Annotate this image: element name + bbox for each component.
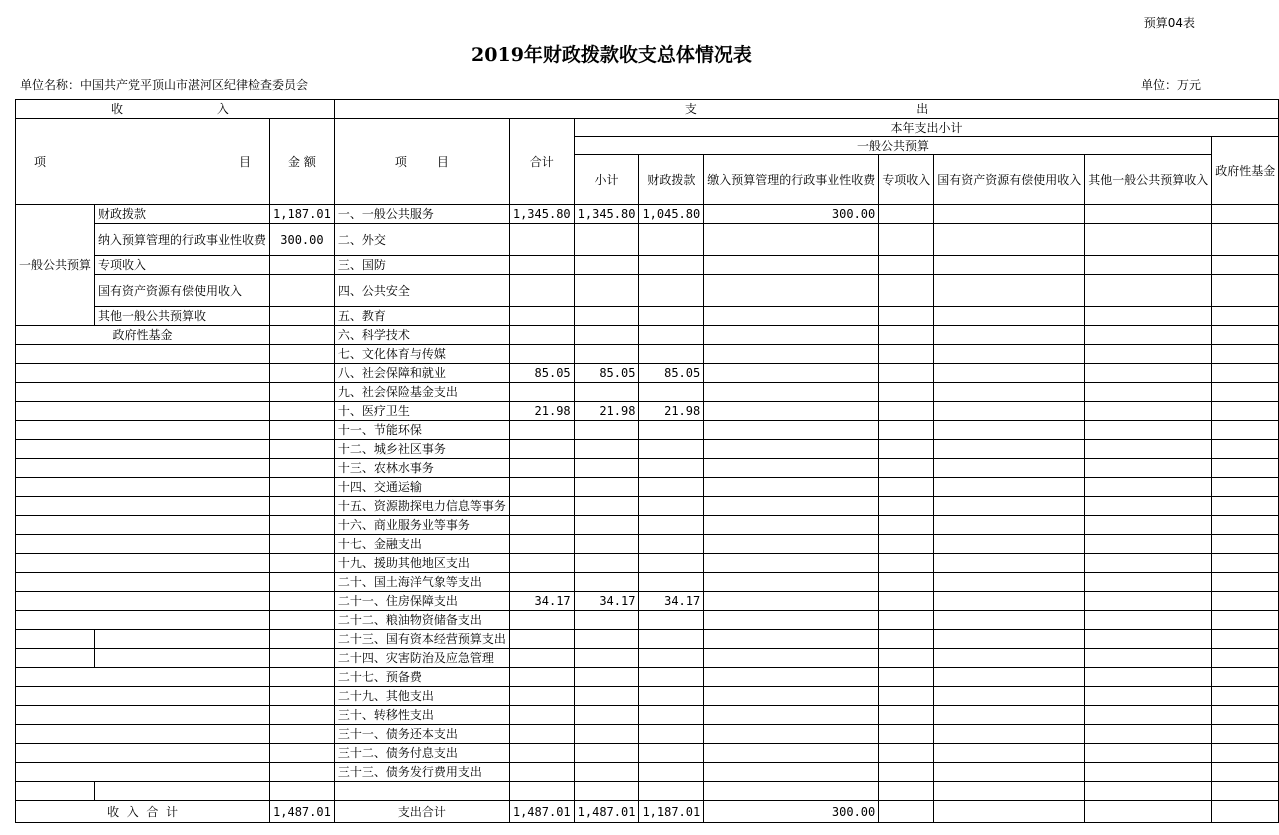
expense-total	[509, 459, 574, 478]
expense-item: 三十二、债务付息支出	[334, 744, 509, 763]
expense-item: 二十一、住房保障支出	[334, 592, 509, 611]
table-row	[16, 592, 1279, 611]
admin-fees-header: 缴入预算管理的行政事业性收费	[704, 155, 879, 205]
expense-fees	[704, 630, 879, 649]
expense-grand-total: 1,487.01	[509, 801, 574, 823]
expense-subtotal	[574, 497, 639, 516]
subtotal-header: 小计	[574, 155, 639, 205]
expense-fees	[704, 307, 879, 326]
table-row	[16, 687, 1279, 706]
expense-item	[334, 782, 509, 801]
income-amount	[270, 516, 335, 535]
income-amount	[270, 649, 335, 668]
special-income-header: 专项收入	[879, 155, 934, 205]
expense-total	[509, 307, 574, 326]
income-blank	[16, 402, 270, 421]
expense-fees	[704, 478, 879, 497]
gov-fund-header: 政府性基金	[1212, 137, 1279, 205]
expense-fiscal	[639, 763, 704, 782]
expense-item: 十六、商业服务业等事务	[334, 516, 509, 535]
form-number: 预算04表	[1143, 16, 1195, 30]
expense-fees	[704, 763, 879, 782]
expense-item: 十二、城乡社区事务	[334, 440, 509, 459]
expense-subtotal: 21.98	[574, 402, 639, 421]
income-amount	[270, 478, 335, 497]
expense-fiscal	[639, 611, 704, 630]
income-blank	[16, 687, 270, 706]
expense-total	[509, 573, 574, 592]
expense-subtotal	[574, 326, 639, 345]
expense-total	[509, 275, 574, 307]
income-item-header: 项 目	[16, 119, 270, 205]
expense-total	[509, 782, 574, 801]
expense-fiscal: 34.17	[639, 592, 704, 611]
general-budget-header: 一般公共预算	[574, 137, 1212, 155]
expense-total: 21.98	[509, 402, 574, 421]
expense-subtotal	[574, 763, 639, 782]
expense-item: 二十九、其他支出	[334, 687, 509, 706]
income-amount	[270, 256, 335, 275]
other-general-income-header: 其他一般公共预算收入	[1085, 155, 1212, 205]
expense-total	[509, 224, 574, 256]
expense-total	[509, 554, 574, 573]
table-row	[16, 440, 1279, 459]
table-row	[16, 402, 1279, 421]
expense-total	[509, 725, 574, 744]
expense-total	[509, 256, 574, 275]
income-amount	[270, 592, 335, 611]
expense-item: 九、社会保险基金支出	[334, 383, 509, 402]
expense-fees	[704, 725, 879, 744]
expense-total: 34.17	[509, 592, 574, 611]
income-blank	[16, 706, 270, 725]
table-row	[16, 224, 1279, 256]
expense-item: 五、教育	[334, 307, 509, 326]
expense-subtotal	[574, 535, 639, 554]
income-amount	[270, 275, 335, 307]
expense-fiscal	[639, 326, 704, 345]
table-row	[16, 345, 1279, 364]
expense-item: 二十三、国有资本经营预算支出	[334, 630, 509, 649]
expense-total	[509, 535, 574, 554]
expense-fees	[704, 516, 879, 535]
expense-fiscal	[639, 383, 704, 402]
income-blank	[16, 725, 270, 744]
page-title: 2019年财政拨款收支总体情况表	[471, 44, 752, 66]
income-amount	[270, 611, 335, 630]
expense-fees	[704, 497, 879, 516]
total-header: 合计	[509, 119, 574, 205]
expense-fees	[704, 275, 879, 307]
expense-fees	[704, 573, 879, 592]
income-blank	[16, 592, 270, 611]
income-amount	[270, 440, 335, 459]
expense-header: 支 出	[334, 100, 1278, 119]
income-blank	[16, 573, 270, 592]
income-item: 国有资产资源有偿使用收入	[95, 275, 270, 307]
expense-fiscal	[639, 421, 704, 440]
expense-item: 三十一、债务还本支出	[334, 725, 509, 744]
expense-subtotal	[574, 744, 639, 763]
income-amount	[270, 345, 335, 364]
expense-fees	[704, 668, 879, 687]
income-amount	[270, 763, 335, 782]
expense-subtotal	[574, 782, 639, 801]
income-item: 其他一般公共预算收	[95, 307, 270, 326]
income-amount	[270, 668, 335, 687]
income-header: 收 入	[16, 100, 335, 119]
expense-fiscal	[639, 687, 704, 706]
expense-fiscal: 1,045.80	[639, 205, 704, 224]
table-row	[16, 256, 1279, 275]
expense-subtotal	[574, 668, 639, 687]
expense-item: 七、文化体育与传媒	[334, 345, 509, 364]
income-blank	[16, 459, 270, 478]
expense-fees	[704, 364, 879, 383]
income-amount	[270, 706, 335, 725]
income-blank	[16, 345, 270, 364]
expense-subtotal	[574, 630, 639, 649]
expense-fees	[704, 383, 879, 402]
income-blank	[16, 383, 270, 402]
expense-subtotal: 34.17	[574, 592, 639, 611]
expense-item: 十七、金融支出	[334, 535, 509, 554]
expense-subtotal	[574, 440, 639, 459]
expense-fees	[704, 611, 879, 630]
expense-total	[509, 668, 574, 687]
income-total-label: 收 入 合 计	[16, 801, 270, 823]
income-amount	[270, 687, 335, 706]
table-row	[16, 744, 1279, 763]
income-amount	[270, 782, 335, 801]
expense-total	[509, 611, 574, 630]
income-amount	[270, 421, 335, 440]
expense-item: 十九、援助其他地区支出	[334, 554, 509, 573]
expense-subtotal	[574, 649, 639, 668]
income-blank	[16, 744, 270, 763]
income-amount	[270, 535, 335, 554]
income-group-label: 一般公共预算	[16, 205, 95, 326]
expense-fees	[704, 744, 879, 763]
income-gov-fund: 政府性基金	[16, 326, 270, 345]
income-blank	[16, 630, 95, 649]
expense-fiscal	[639, 573, 704, 592]
expense-subtotal	[574, 516, 639, 535]
expense-fees	[704, 535, 879, 554]
expense-fiscal	[639, 497, 704, 516]
expense-fiscal	[639, 345, 704, 364]
expense-fees	[704, 402, 879, 421]
expense-item: 六、科学技术	[334, 326, 509, 345]
expense-subtotal	[574, 554, 639, 573]
expense-fees	[704, 224, 879, 256]
expense-item: 十五、资源勘探电力信息等事务	[334, 497, 509, 516]
income-amount	[270, 630, 335, 649]
expense-subtotal	[574, 224, 639, 256]
expense-grand-fiscal: 1,187.01	[639, 801, 704, 823]
expense-total	[509, 326, 574, 345]
table-row	[16, 782, 1279, 801]
table-row	[16, 706, 1279, 725]
expense-fiscal	[639, 440, 704, 459]
expense-item: 八、社会保障和就业	[334, 364, 509, 383]
income-blank	[16, 763, 270, 782]
currency-unit: 单位：万元	[1140, 78, 1201, 92]
table-row	[16, 275, 1279, 307]
amount-header: 金 额	[270, 119, 335, 205]
expense-fiscal: 85.05	[639, 364, 704, 383]
unit-name: 单位名称：中国共产党平顶山市湛河区纪律检查委员会	[20, 78, 309, 92]
expense-total	[509, 744, 574, 763]
income-amount	[270, 383, 335, 402]
expense-subtotal: 1,345.80	[574, 205, 639, 224]
income-amount	[270, 307, 335, 326]
income-amount	[270, 744, 335, 763]
expense-fees	[704, 345, 879, 364]
expense-fees	[704, 256, 879, 275]
expense-item: 二十、国土海洋气象等支出	[334, 573, 509, 592]
expense-fiscal	[639, 224, 704, 256]
budget-table	[15, 99, 1279, 823]
expense-subtotal	[574, 459, 639, 478]
expense-fiscal	[639, 554, 704, 573]
expense-total	[509, 383, 574, 402]
expense-item: 十一、节能环保	[334, 421, 509, 440]
expense-total	[509, 478, 574, 497]
expense-subtotal	[574, 256, 639, 275]
expense-item: 二、外交	[334, 224, 509, 256]
income-amount	[270, 573, 335, 592]
expense-subtotal	[574, 478, 639, 497]
expense-subtotal	[574, 706, 639, 725]
expense-total	[509, 706, 574, 725]
income-amount: 1,187.01	[270, 205, 335, 224]
table-row	[16, 535, 1279, 554]
expense-fiscal	[639, 275, 704, 307]
income-blank	[16, 611, 270, 630]
expense-subtotal	[574, 345, 639, 364]
state-asset-income-header: 国有资产资源有偿使用收入	[934, 155, 1085, 205]
expense-total	[509, 440, 574, 459]
expense-fiscal	[639, 649, 704, 668]
expense-fiscal	[639, 459, 704, 478]
income-amount	[270, 497, 335, 516]
expense-fiscal	[639, 744, 704, 763]
income-blank	[95, 649, 270, 668]
expense-fees	[704, 326, 879, 345]
expense-fees: 300.00	[704, 205, 879, 224]
income-amount: 300.00	[270, 224, 335, 256]
table-row	[16, 307, 1279, 326]
income-item: 纳入预算管理的行政事业性收费	[95, 224, 270, 256]
expense-fiscal	[639, 782, 704, 801]
income-item: 财政拨款	[95, 205, 270, 224]
totals-row	[16, 801, 1279, 823]
expense-total	[509, 687, 574, 706]
expense-subtotal	[574, 421, 639, 440]
expense-fees	[704, 687, 879, 706]
table-row	[16, 364, 1279, 383]
expense-total: 1,345.80	[509, 205, 574, 224]
expense-fiscal	[639, 668, 704, 687]
expense-item: 二十七、预备费	[334, 668, 509, 687]
expense-total	[509, 345, 574, 364]
income-blank	[16, 668, 270, 687]
year-subtotal-header: 本年支出小计	[574, 119, 1279, 137]
expense-fiscal	[639, 535, 704, 554]
table-row	[16, 668, 1279, 687]
expense-grand-subtotal: 1,487.01	[574, 801, 639, 823]
expense-subtotal: 85.05	[574, 364, 639, 383]
expense-item: 一、一般公共服务	[334, 205, 509, 224]
expense-fiscal	[639, 706, 704, 725]
expense-fees	[704, 649, 879, 668]
expense-total	[509, 649, 574, 668]
income-blank	[16, 497, 270, 516]
income-amount	[270, 402, 335, 421]
expense-fees	[704, 459, 879, 478]
table-row	[16, 205, 1279, 224]
table-row	[16, 326, 1279, 345]
income-amount	[270, 725, 335, 744]
expense-subtotal	[574, 383, 639, 402]
expense-subtotal	[574, 307, 639, 326]
table-row	[16, 383, 1279, 402]
fiscal-appropriation-header: 财政拨款	[639, 155, 704, 205]
table-row	[16, 421, 1279, 440]
income-blank	[16, 421, 270, 440]
table-row	[16, 763, 1279, 782]
expense-subtotal	[574, 275, 639, 307]
income-item: 专项收入	[95, 256, 270, 275]
expense-total	[509, 763, 574, 782]
income-amount	[270, 554, 335, 573]
expense-item: 二十四、灾害防治及应急管理	[334, 649, 509, 668]
expense-fees	[704, 554, 879, 573]
table-row	[16, 478, 1279, 497]
expense-item: 十、医疗卫生	[334, 402, 509, 421]
expense-fiscal	[639, 307, 704, 326]
income-blank	[16, 554, 270, 573]
expense-grand-fees: 300.00	[704, 801, 879, 823]
expense-total	[509, 630, 574, 649]
expense-subtotal	[574, 725, 639, 744]
expense-item: 四、公共安全	[334, 275, 509, 307]
expense-subtotal	[574, 573, 639, 592]
expense-item: 三、国防	[334, 256, 509, 275]
expense-item: 十三、农林水事务	[334, 459, 509, 478]
expense-fees	[704, 706, 879, 725]
expense-item: 二十二、粮油物资储备支出	[334, 611, 509, 630]
table-row	[16, 516, 1279, 535]
expense-total-label: 支出合计	[334, 801, 509, 823]
income-blank	[16, 478, 270, 497]
expense-subtotal	[574, 611, 639, 630]
expense-fiscal	[639, 478, 704, 497]
income-blank	[16, 364, 270, 383]
income-blank	[16, 440, 270, 459]
expense-item: 三十三、债务发行费用支出	[334, 763, 509, 782]
table-row	[16, 649, 1279, 668]
table-row	[16, 459, 1279, 478]
expense-item-header: 项 目	[334, 119, 509, 205]
table-row	[16, 554, 1279, 573]
income-amount	[270, 364, 335, 383]
expense-total	[509, 497, 574, 516]
income-amount	[270, 459, 335, 478]
expense-fiscal	[639, 725, 704, 744]
expense-total	[509, 421, 574, 440]
expense-fiscal	[639, 630, 704, 649]
expense-fees	[704, 421, 879, 440]
income-blank	[95, 630, 270, 649]
expense-fiscal	[639, 516, 704, 535]
expense-item: 十四、交通运输	[334, 478, 509, 497]
table-row	[16, 630, 1279, 649]
table-row	[16, 725, 1279, 744]
expense-fiscal: 21.98	[639, 402, 704, 421]
income-blank	[16, 782, 95, 801]
income-blank	[16, 516, 270, 535]
table-row	[16, 573, 1279, 592]
expense-fees	[704, 440, 879, 459]
expense-fees	[704, 782, 879, 801]
expense-item: 三十、转移性支出	[334, 706, 509, 725]
expense-subtotal	[574, 687, 639, 706]
expense-fiscal	[639, 256, 704, 275]
expense-fees	[704, 592, 879, 611]
expense-total: 85.05	[509, 364, 574, 383]
income-blank	[95, 782, 270, 801]
table-row	[16, 497, 1279, 516]
income-blank	[16, 535, 270, 554]
expense-total	[509, 516, 574, 535]
income-blank	[16, 649, 95, 668]
table-row	[16, 611, 1279, 630]
income-total-amount: 1,487.01	[270, 801, 335, 823]
